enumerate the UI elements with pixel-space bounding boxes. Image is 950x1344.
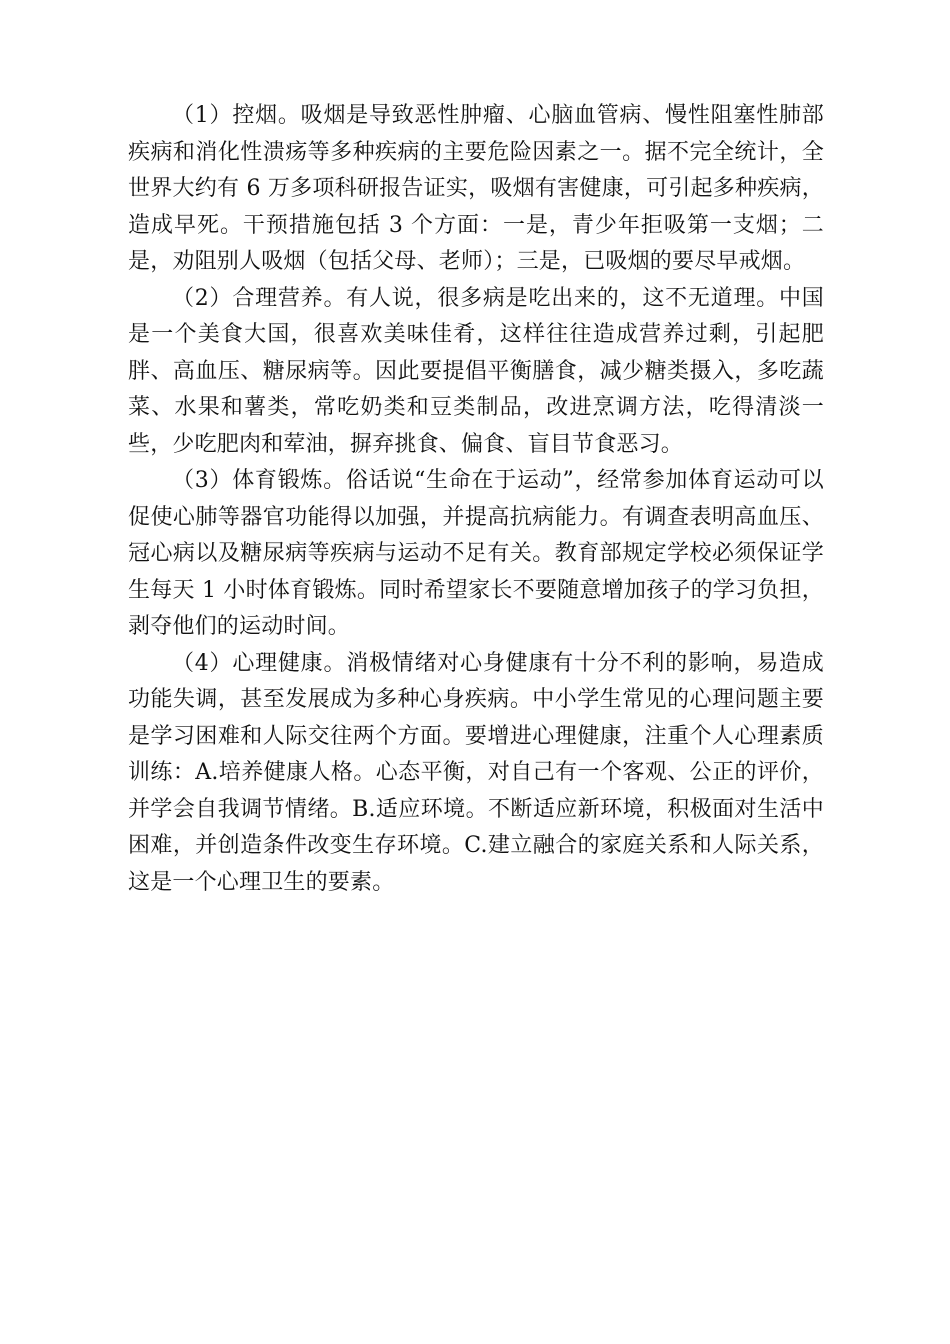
paragraph-smoking-control: （1）控烟。吸烟是导致恶性肿瘤、心脑血管病、慢性阻塞性肺部疾病和消化性溃疡等多种疾病的主要危险因素之一。据不完全统计，全世界大约有 6 万多项科研报告证实，吸烟有害健康，可引起多种疾病，造成早死。干预措施包括 3 个方面：一是，青少年拒吸第一支烟；二是，劝阻别人吸烟（包括父母、老师）；三是，已吸烟的要尽早戒烟。 [128, 103, 824, 274]
paragraph-mental-health: （4）心理健康。消极情绪对心身健康有十分不利的影响，易造成功能失调，甚至发展成为多种心身疾病。中小学生常见的心理问题主要是学习困难和人际交往两个方面。要增进心理健康，注重个人心理素质训练：A.培养健康人格。心态平衡，对自己有一个客观、公正的评价，并学会自我调节情绪。B.适应环境。不断适应新环境，积极面对生活中困难，并创造条件改变生存环境。C.建立融合的家庭关系和人际关系，这是一个心理卫生的要素。 [128, 650, 824, 895]
document-body [128, 98, 824, 901]
paragraph-reasonable-nutrition: （2）合理营养。有人说，很多病是吃出来的，这不无道理。中国是一个美食大国，很喜欢美味佳肴，这样往往造成营养过剩，引起肥胖、高血压、糖尿病等。因此要提倡平衡膳食，减少糖类摄入，多吃蔬菜、水果和薯类，常吃奶类和豆类制品，改进烹调方法，吃得清淡一些，少吃肥肉和荤油，摒弃挑食、偏食、盲目节食恶习。 [128, 285, 824, 457]
paragraph-physical-exercise: （3）体育锻炼。俗话说“生命在于运动”，经常参加体育运动可以促使心肺等器官功能得以加强，并提高抗病能力。有调查表明高血压、冠心病以及糖尿病等疾病与运动不足有关。教育部规定学校必须保证学生每天 1 小时体育锻炼。同时希望家长不要随意增加孩子的学习负担，剥夺他们的运动时间。 [128, 468, 824, 639]
